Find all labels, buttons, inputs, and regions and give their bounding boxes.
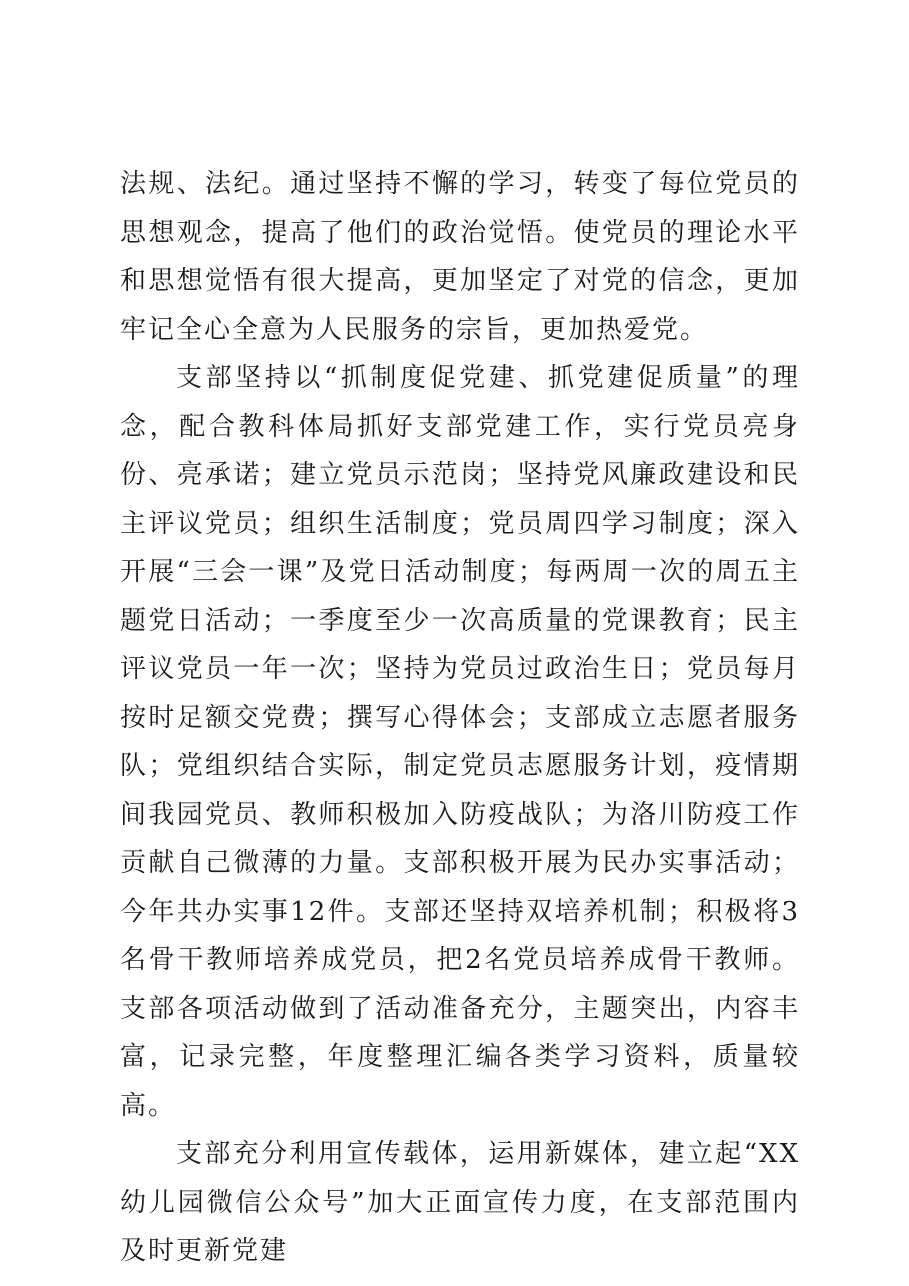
- paragraph-publicity: 支部充分利用宣传载体，运用新媒体，建立起“XX幼儿园微信公众号”加大正面宣传力度，在支部范围内及时更新党建: [120, 1139, 800, 1266]
- paragraph-continued: 法规、法纪。通过坚持不懈的学习，转变了每位党员的思想观念，提高了他们的政治觉悟。使党员的理论水平和思想觉悟有很大提高，更加坚定了对党的信念，更加牢记全心全意为人民服务的宗旨，更加热爱党。: [120, 169, 800, 345]
- paragraph-party-building-system: 支部坚持以“抓制度促党建、抓党建促质量”的理念，配合教科体局抓好支部党建工作，实行党员亮身份、亮承诺；建立党员示范岗；坚持党风廉政建设和民主评议党员；组织生活制度；党员周四学习制度；深入开展“三会一课”及党日活动制度；每两周一次的周五主题党日活动；一季度至少一次高质量的党课教育；民主评议党员一年一次；坚持为党员过政治生日；党员每月按时足额交党费；撰写心得体会；支部成立志愿者服务队；党组织结合实际，制定党员志愿服务计划，疫情期间我园党员、教师积极加入防疫战队；为洛川防疫工作贡献自己微薄的力量。支部积极开展为民办实事活动；今年共办实事12件。支部还坚持双培养机制；积极将3名骨干教师培养成党员，把2名党员培养成骨干教师。支部各项活动做到了活动准备充分，主题突出，内容丰富，记录完整，年度整理汇编各类学习资料，质量较高。: [120, 363, 800, 1121]
- body-text: [120, 160, 800, 1276]
